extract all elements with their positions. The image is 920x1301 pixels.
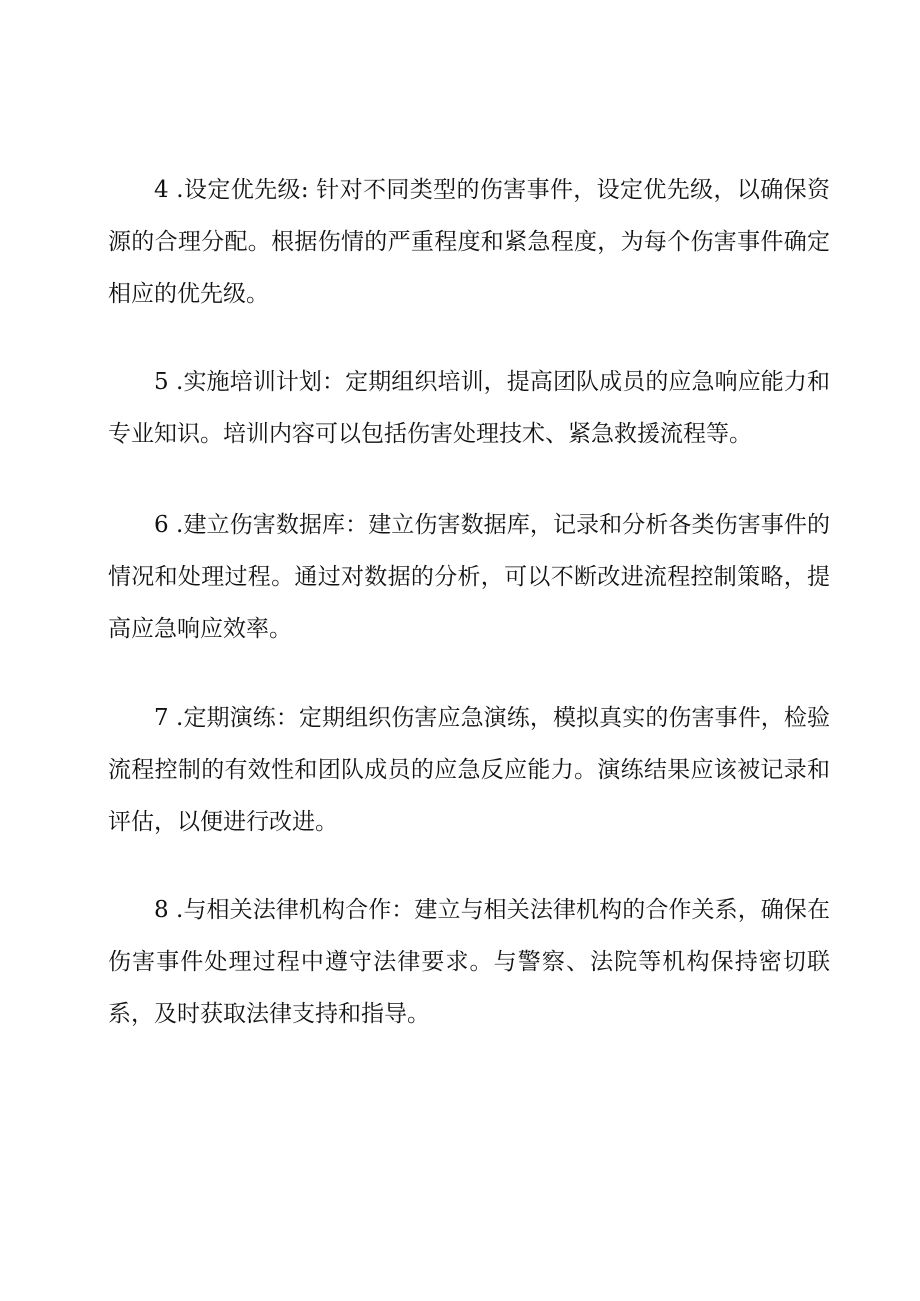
paragraph-item-8: 8 .与相关法律机构合作：建立与相关法律机构的合作关系，确保在伤害事件处理过程中遵守法律要求。与警察、法院等机构保持密切联系，及时获取法律支持和指导。 (108, 897, 830, 1027)
paragraph-item-5: 5 .实施培训计划：定期组织培训，提高团队成员的应急响应能力和专业知识。培训内容可以包括伤害处理技术、紧急救援流程等。 (108, 369, 830, 447)
paragraph-item-4: 4 .设定优先级: 针对不同类型的伤害事件，设定优先级，以确保资源的合理分配。根据伤情的严重程度和紧急程度，为每个伤害事件确定相应的优先级。 (108, 177, 830, 307)
paragraph-item-6: 6 .建立伤害数据库：建立伤害数据库，记录和分析各类伤害事件的情况和处理过程。通过对数据的分析，可以不断改进流程控制策略，提高应急响应效率。 (108, 512, 830, 642)
paragraph-item-7: 7 .定期演练：定期组织伤害应急演练，模拟真实的伤害事件，检验流程控制的有效性和团队成员的应急反应能力。演练结果应该被记录和评估，以便进行改进。 (108, 705, 830, 835)
